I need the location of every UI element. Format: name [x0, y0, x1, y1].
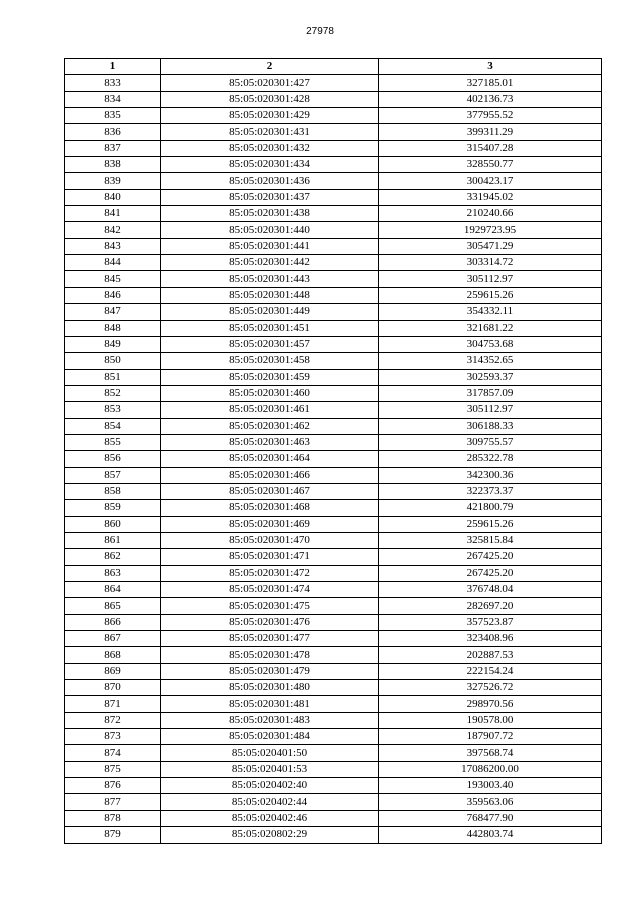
- value-cell: 768477.90: [379, 810, 602, 826]
- table-row: [65, 614, 602, 630]
- row-number-cell: 841: [65, 206, 161, 222]
- row-number-cell: 875: [65, 761, 161, 777]
- column-header-number: 1: [65, 59, 161, 75]
- row-number-cell: 847: [65, 304, 161, 320]
- value-cell: 315407.28: [379, 140, 602, 156]
- table-row: [65, 565, 602, 581]
- row-number-cell: 862: [65, 549, 161, 565]
- value-cell: 267425.20: [379, 565, 602, 581]
- row-number-cell: 844: [65, 255, 161, 271]
- value-cell: 267425.20: [379, 549, 602, 565]
- row-number-cell: 877: [65, 794, 161, 810]
- cadastral-number-cell: 85:05:020301:470: [161, 532, 379, 548]
- table-row: [65, 271, 602, 287]
- row-number-cell: 858: [65, 483, 161, 499]
- row-number-cell: 850: [65, 353, 161, 369]
- value-cell: 325815.84: [379, 532, 602, 548]
- value-cell: 376748.04: [379, 582, 602, 598]
- row-number-cell: 878: [65, 810, 161, 826]
- row-number-cell: 872: [65, 712, 161, 728]
- table-row: [65, 91, 602, 107]
- table-row: [65, 745, 602, 761]
- cadastral-number-cell: 85:05:020401:53: [161, 761, 379, 777]
- cadastral-number-cell: 85:05:020301:461: [161, 402, 379, 418]
- value-cell: 322373.37: [379, 483, 602, 499]
- cadastral-number-cell: 85:05:020301:438: [161, 206, 379, 222]
- value-cell: 303314.72: [379, 255, 602, 271]
- value-cell: 327185.01: [379, 75, 602, 91]
- cadastral-number-cell: 85:05:020301:471: [161, 549, 379, 565]
- row-number-cell: 876: [65, 778, 161, 794]
- cadastral-number-cell: 85:05:020301:476: [161, 614, 379, 630]
- cadastral-number-cell: 85:05:020301:429: [161, 108, 379, 124]
- table-row: [65, 663, 602, 679]
- page-number: 27978: [306, 26, 334, 37]
- table-row: [65, 794, 602, 810]
- table-row: [65, 696, 602, 712]
- row-number-cell: 864: [65, 582, 161, 598]
- value-cell: 397568.74: [379, 745, 602, 761]
- table-row: [65, 680, 602, 696]
- table-row: [65, 108, 602, 124]
- value-cell: 359563.06: [379, 794, 602, 810]
- row-number-cell: 845: [65, 271, 161, 287]
- row-number-cell: 865: [65, 598, 161, 614]
- value-cell: 193003.40: [379, 778, 602, 794]
- table-row: [65, 647, 602, 663]
- table-row: [65, 255, 602, 271]
- value-cell: 309755.57: [379, 434, 602, 450]
- table-row: [65, 451, 602, 467]
- cadastral-number-cell: 85:05:020301:457: [161, 336, 379, 352]
- value-cell: 202887.53: [379, 647, 602, 663]
- table-row: [65, 712, 602, 728]
- row-number-cell: 869: [65, 663, 161, 679]
- table-row: [65, 287, 602, 303]
- cadastral-number-cell: 85:05:020301:437: [161, 189, 379, 205]
- cadastral-number-cell: 85:05:020301:428: [161, 91, 379, 107]
- row-number-cell: 853: [65, 402, 161, 418]
- value-cell: 421800.79: [379, 500, 602, 516]
- table-row: [65, 483, 602, 499]
- table-row: [65, 598, 602, 614]
- row-number-cell: 835: [65, 108, 161, 124]
- table-row: [65, 206, 602, 222]
- header-row: [65, 59, 602, 75]
- cadastral-number-cell: 85:05:020401:50: [161, 745, 379, 761]
- cadastral-value-table: [64, 58, 602, 844]
- cadastral-number-cell: 85:05:020301:483: [161, 712, 379, 728]
- cadastral-number-cell: 85:05:020301:478: [161, 647, 379, 663]
- value-cell: 210240.66: [379, 206, 602, 222]
- table-row: [65, 729, 602, 745]
- row-number-cell: 861: [65, 532, 161, 548]
- table-row: [65, 336, 602, 352]
- value-cell: 259615.26: [379, 287, 602, 303]
- table-row: [65, 157, 602, 173]
- table-row: [65, 810, 602, 826]
- cadastral-number-cell: 85:05:020301:477: [161, 631, 379, 647]
- table-row: [65, 827, 602, 843]
- cadastral-number-cell: 85:05:020301:466: [161, 467, 379, 483]
- row-number-cell: 874: [65, 745, 161, 761]
- row-number-cell: 859: [65, 500, 161, 516]
- cadastral-number-cell: 85:05:020402:46: [161, 810, 379, 826]
- row-number-cell: 857: [65, 467, 161, 483]
- value-cell: 302593.37: [379, 369, 602, 385]
- row-number-cell: 867: [65, 631, 161, 647]
- row-number-cell: 873: [65, 729, 161, 745]
- row-number-cell: 846: [65, 287, 161, 303]
- cadastral-number-cell: 85:05:020301:432: [161, 140, 379, 156]
- row-number-cell: 840: [65, 189, 161, 205]
- row-number-cell: 871: [65, 696, 161, 712]
- cadastral-number-cell: 85:05:020301:464: [161, 451, 379, 467]
- table-row: [65, 516, 602, 532]
- value-cell: 331945.02: [379, 189, 602, 205]
- value-cell: 323408.96: [379, 631, 602, 647]
- table-row: [65, 140, 602, 156]
- cadastral-number-cell: 85:05:020301:460: [161, 385, 379, 401]
- row-number-cell: 868: [65, 647, 161, 663]
- cadastral-number-cell: 85:05:020802:29: [161, 827, 379, 843]
- row-number-cell: 866: [65, 614, 161, 630]
- value-cell: 342300.36: [379, 467, 602, 483]
- value-cell: 1929723.95: [379, 222, 602, 238]
- cadastral-number-cell: 85:05:020301:458: [161, 353, 379, 369]
- cadastral-number-cell: 85:05:020301:479: [161, 663, 379, 679]
- table-row: [65, 631, 602, 647]
- cadastral-number-cell: 85:05:020301:475: [161, 598, 379, 614]
- table-row: [65, 304, 602, 320]
- cadastral-number-cell: 85:05:020402:44: [161, 794, 379, 810]
- table-row: [65, 222, 602, 238]
- cadastral-number-cell: 85:05:020301:449: [161, 304, 379, 320]
- table-row: [65, 385, 602, 401]
- row-number-cell: 842: [65, 222, 161, 238]
- value-cell: 259615.26: [379, 516, 602, 532]
- cadastral-number-cell: 85:05:020301:451: [161, 320, 379, 336]
- cadastral-number-cell: 85:05:020301:474: [161, 582, 379, 598]
- table-header: [65, 59, 602, 75]
- table-row: [65, 75, 602, 91]
- value-cell: 285322.78: [379, 451, 602, 467]
- cadastral-number-cell: 85:05:020301:468: [161, 500, 379, 516]
- cadastral-number-cell: 85:05:020301:442: [161, 255, 379, 271]
- value-cell: 399311.29: [379, 124, 602, 140]
- value-cell: 317857.09: [379, 385, 602, 401]
- cadastral-number-cell: 85:05:020301:484: [161, 729, 379, 745]
- value-cell: 327526.72: [379, 680, 602, 696]
- row-number-cell: 849: [65, 336, 161, 352]
- table-row: [65, 124, 602, 140]
- cadastral-number-cell: 85:05:020301:467: [161, 483, 379, 499]
- value-cell: 17086200.00: [379, 761, 602, 777]
- value-cell: 282697.20: [379, 598, 602, 614]
- value-cell: 357523.87: [379, 614, 602, 630]
- value-cell: 314352.65: [379, 353, 602, 369]
- row-number-cell: 879: [65, 827, 161, 843]
- cadastral-number-cell: 85:05:020301:443: [161, 271, 379, 287]
- table-row: [65, 500, 602, 516]
- table-row: [65, 532, 602, 548]
- row-number-cell: 848: [65, 320, 161, 336]
- value-cell: 305471.29: [379, 238, 602, 254]
- table-row: [65, 353, 602, 369]
- cadastral-number-cell: 85:05:020301:481: [161, 696, 379, 712]
- table-row: [65, 369, 602, 385]
- cadastral-number-cell: 85:05:020301:431: [161, 124, 379, 140]
- row-number-cell: 855: [65, 434, 161, 450]
- table-row: [65, 189, 602, 205]
- value-cell: 402136.73: [379, 91, 602, 107]
- table-row: [65, 467, 602, 483]
- table-row: [65, 778, 602, 794]
- value-cell: 306188.33: [379, 418, 602, 434]
- row-number-cell: 839: [65, 173, 161, 189]
- row-number-cell: 836: [65, 124, 161, 140]
- table-row: [65, 582, 602, 598]
- cadastral-number-cell: 85:05:020301:434: [161, 157, 379, 173]
- value-cell: 300423.17: [379, 173, 602, 189]
- cadastral-number-cell: 85:05:020301:448: [161, 287, 379, 303]
- table-row: [65, 549, 602, 565]
- row-number-cell: 833: [65, 75, 161, 91]
- table-row: [65, 173, 602, 189]
- table-row: [65, 238, 602, 254]
- cadastral-number-cell: 85:05:020402:40: [161, 778, 379, 794]
- value-cell: 304753.68: [379, 336, 602, 352]
- value-cell: 190578.00: [379, 712, 602, 728]
- row-number-cell: 854: [65, 418, 161, 434]
- row-number-cell: 860: [65, 516, 161, 532]
- cadastral-number-cell: 85:05:020301:480: [161, 680, 379, 696]
- value-cell: 442803.74: [379, 827, 602, 843]
- cadastral-number-cell: 85:05:020301:463: [161, 434, 379, 450]
- table-body: [65, 75, 602, 843]
- table-row: [65, 434, 602, 450]
- value-cell: 298970.56: [379, 696, 602, 712]
- value-cell: 321681.22: [379, 320, 602, 336]
- cadastral-number-cell: 85:05:020301:436: [161, 173, 379, 189]
- column-header-cadastral-number: 2: [161, 59, 379, 75]
- table-row: [65, 418, 602, 434]
- table-row: [65, 761, 602, 777]
- cadastral-number-cell: 85:05:020301:427: [161, 75, 379, 91]
- row-number-cell: 852: [65, 385, 161, 401]
- row-number-cell: 856: [65, 451, 161, 467]
- table-row: [65, 402, 602, 418]
- value-cell: 354332.11: [379, 304, 602, 320]
- row-number-cell: 863: [65, 565, 161, 581]
- column-header-value: 3: [379, 59, 602, 75]
- row-number-cell: 837: [65, 140, 161, 156]
- cadastral-number-cell: 85:05:020301:459: [161, 369, 379, 385]
- value-cell: 305112.97: [379, 402, 602, 418]
- value-cell: 328550.77: [379, 157, 602, 173]
- row-number-cell: 834: [65, 91, 161, 107]
- table-row: [65, 320, 602, 336]
- row-number-cell: 870: [65, 680, 161, 696]
- value-cell: 377955.52: [379, 108, 602, 124]
- cadastral-number-cell: 85:05:020301:441: [161, 238, 379, 254]
- row-number-cell: 838: [65, 157, 161, 173]
- cadastral-number-cell: 85:05:020301:462: [161, 418, 379, 434]
- value-cell: 222154.24: [379, 663, 602, 679]
- row-number-cell: 843: [65, 238, 161, 254]
- cadastral-number-cell: 85:05:020301:440: [161, 222, 379, 238]
- cadastral-number-cell: 85:05:020301:469: [161, 516, 379, 532]
- value-cell: 305112.97: [379, 271, 602, 287]
- cadastral-number-cell: 85:05:020301:472: [161, 565, 379, 581]
- value-cell: 187907.72: [379, 729, 602, 745]
- row-number-cell: 851: [65, 369, 161, 385]
